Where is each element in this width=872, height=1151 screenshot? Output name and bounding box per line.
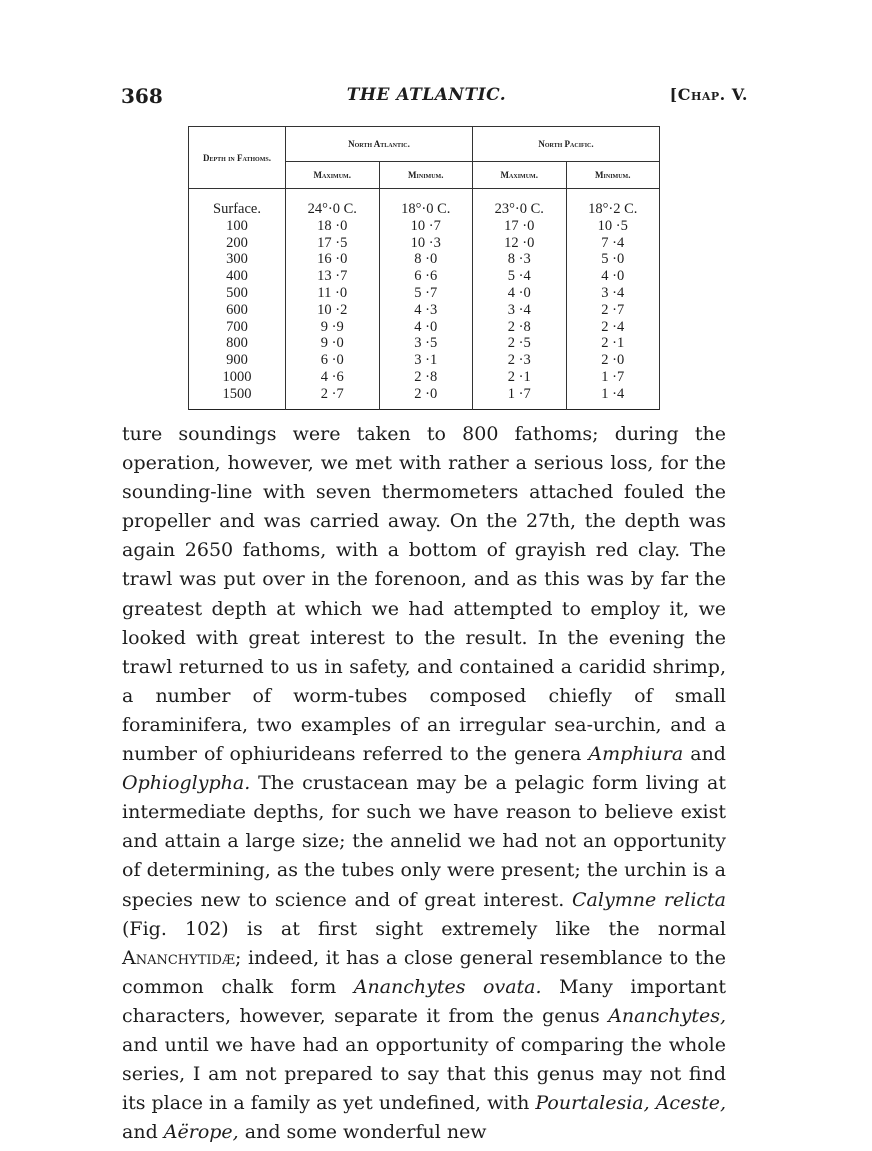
table-row bbox=[189, 268, 660, 285]
na-maximum-cell: 18 ·0 bbox=[286, 218, 380, 235]
np-maximum-cell: 8 ·3 bbox=[473, 251, 567, 268]
running-title: THE ATLANTIC. bbox=[346, 85, 507, 105]
table-row bbox=[189, 386, 660, 409]
depth-column-header: Depth in Fathoms. bbox=[189, 127, 286, 189]
na-maximum-cell: 6 ·0 bbox=[286, 352, 380, 369]
table-row bbox=[189, 302, 660, 319]
text-segment: and until we have had an opportunity of comparing the whole series, I am not prepared to say that this genus may not find its place in a family as yet undefined, with bbox=[122, 1033, 726, 1115]
np-minimum-cell: 2 ·7 bbox=[566, 302, 660, 319]
depth-cell: 200 bbox=[189, 235, 286, 252]
text-segment: (Fig. 102) is at first sight extremely like the normal bbox=[122, 917, 726, 940]
temperature-table bbox=[188, 126, 660, 410]
na-minimum-cell: 2 ·0 bbox=[379, 386, 473, 409]
depth-cell: 600 bbox=[189, 302, 286, 319]
np-minimum-cell: 7 ·4 bbox=[566, 235, 660, 252]
np-maximum-cell: 2 ·5 bbox=[473, 335, 567, 352]
np-maximum-header: Maximum. bbox=[473, 162, 567, 189]
np-minimum-cell: 2 ·1 bbox=[566, 335, 660, 352]
genus-name: Aërope, bbox=[163, 1121, 239, 1144]
np-minimum-cell: 1 ·4 bbox=[566, 386, 660, 409]
na-minimum-cell: 6 ·6 bbox=[379, 268, 473, 285]
depth-cell: Surface. bbox=[189, 189, 286, 218]
text-segment: and bbox=[122, 1121, 164, 1144]
family-name: Ananchytidæ bbox=[122, 946, 235, 969]
species-name: Ananchytes ovata. bbox=[353, 975, 542, 998]
table-row bbox=[189, 235, 660, 252]
na-maximum-cell: 16 ·0 bbox=[286, 251, 380, 268]
np-minimum-cell: 2 ·4 bbox=[566, 319, 660, 336]
genus-name: Amphiura bbox=[588, 743, 684, 766]
np-maximum-cell: 5 ·4 bbox=[473, 268, 567, 285]
np-minimum-cell: 5 ·0 bbox=[566, 251, 660, 268]
np-minimum-cell: 18°·2 C. bbox=[566, 189, 660, 218]
na-minimum-header: Minimum. bbox=[379, 162, 473, 189]
np-maximum-cell: 3 ·4 bbox=[473, 302, 567, 319]
genus-name: Pourtalesia, Aceste, bbox=[535, 1092, 726, 1115]
na-maximum-cell: 4 ·6 bbox=[286, 369, 380, 386]
table-row bbox=[189, 369, 660, 386]
np-maximum-cell: 2 ·3 bbox=[473, 352, 567, 369]
north-atlantic-header: North Atlantic. bbox=[286, 127, 473, 162]
depth-cell: 500 bbox=[189, 285, 286, 302]
running-header bbox=[121, 84, 748, 114]
table-row bbox=[189, 319, 660, 336]
genus-name: Ananchytes, bbox=[608, 1004, 726, 1027]
table-row bbox=[189, 189, 660, 218]
na-maximum-cell: 24°·0 C. bbox=[286, 189, 380, 218]
na-maximum-cell: 10 ·2 bbox=[286, 302, 380, 319]
np-maximum-cell: 23°·0 C. bbox=[473, 189, 567, 218]
np-minimum-cell: 1 ·7 bbox=[566, 369, 660, 386]
text-segment: and bbox=[683, 743, 726, 766]
na-maximum-header: Maximum. bbox=[286, 162, 380, 189]
table-row bbox=[189, 251, 660, 268]
na-minimum-cell: 5 ·7 bbox=[379, 285, 473, 302]
np-maximum-cell: 2 ·8 bbox=[473, 319, 567, 336]
table-row bbox=[189, 352, 660, 369]
np-maximum-cell: 12 ·0 bbox=[473, 235, 567, 252]
text-segment: and some wonderful new bbox=[238, 1121, 487, 1144]
np-maximum-cell: 2 ·1 bbox=[473, 369, 567, 386]
depth-cell: 400 bbox=[189, 268, 286, 285]
page-number: 368 bbox=[121, 84, 163, 108]
text-segment: The crustacean may be a pelagic form living at intermediate depths, for such we have reason to believe exist and attain a large size; the annelid we had not an opportunity of determining, as the tubes only were present; the urchin is a species new to science and of great interest. bbox=[122, 772, 726, 911]
species-name: Calymne relicta bbox=[572, 888, 727, 911]
na-maximum-cell: 11 ·0 bbox=[286, 285, 380, 302]
np-minimum-cell: 4 ·0 bbox=[566, 268, 660, 285]
na-minimum-cell: 10 ·7 bbox=[379, 218, 473, 235]
na-maximum-cell: 17 ·5 bbox=[286, 235, 380, 252]
depth-cell: 100 bbox=[189, 218, 286, 235]
north-pacific-header: North Pacific. bbox=[473, 127, 660, 162]
table-row bbox=[189, 335, 660, 352]
depth-cell: 900 bbox=[189, 352, 286, 369]
chapter-bracket: [ bbox=[669, 85, 678, 104]
na-maximum-cell: 2 ·7 bbox=[286, 386, 380, 409]
na-minimum-cell: 18°·0 C. bbox=[379, 189, 473, 218]
np-maximum-cell: 1 ·7 bbox=[473, 386, 567, 409]
depth-cell: 1500 bbox=[189, 386, 286, 409]
np-maximum-cell: 4 ·0 bbox=[473, 285, 567, 302]
table-row bbox=[189, 218, 660, 235]
na-minimum-cell: 4 ·0 bbox=[379, 319, 473, 336]
body-text bbox=[122, 420, 726, 1147]
genus-name: Ophioglypha. bbox=[122, 772, 251, 795]
chapter-label: Chap. V. bbox=[677, 85, 748, 104]
depth-cell: 1000 bbox=[189, 369, 286, 386]
depth-cell: 700 bbox=[189, 319, 286, 336]
np-minimum-cell: 3 ·4 bbox=[566, 285, 660, 302]
na-minimum-cell: 3 ·1 bbox=[379, 352, 473, 369]
na-maximum-cell: 9 ·0 bbox=[286, 335, 380, 352]
na-maximum-cell: 13 ·7 bbox=[286, 268, 380, 285]
table-row bbox=[189, 285, 660, 302]
depth-cell: 300 bbox=[189, 251, 286, 268]
depth-cell: 800 bbox=[189, 335, 286, 352]
na-minimum-cell: 2 ·8 bbox=[379, 369, 473, 386]
np-minimum-cell: 2 ·0 bbox=[566, 352, 660, 369]
na-minimum-cell: 10 ·3 bbox=[379, 235, 473, 252]
na-minimum-cell: 4 ·3 bbox=[379, 302, 473, 319]
np-minimum-header: Minimum. bbox=[566, 162, 660, 189]
np-maximum-cell: 17 ·0 bbox=[473, 218, 567, 235]
na-minimum-cell: 8 ·0 bbox=[379, 251, 473, 268]
chapter-reference bbox=[670, 85, 748, 104]
text-segment: ; indeed, it has a close general resemblance to the common chalk form bbox=[122, 946, 726, 998]
na-maximum-cell: 9 ·9 bbox=[286, 319, 380, 336]
text-segment: ture soundings were taken to 800 fathoms; during the operation, however, we met with rather a serious loss, for the sounding-line with seven thermometers attached fouled the propeller and was carried away. On the 27th, the depth was again 2650 fathoms, with a bottom of grayish red clay. The trawl was put over in the forenoon, and as this was by far the greatest depth at which we had attempted to employ it, we looked with great interest to the result. In the evening the trawl returned to us in safety, and contained a caridid shrimp, a number of worm-tubes composed chiefly of small foraminifera, two examples of an irregular sea-urchin, and a number of ophiurideans referred to the genera bbox=[122, 423, 726, 766]
body-paragraph bbox=[122, 420, 726, 1147]
table-body bbox=[189, 189, 660, 410]
na-minimum-cell: 3 ·5 bbox=[379, 335, 473, 352]
text-segment: Many important characters, however, separate it from the genus bbox=[122, 975, 726, 1027]
np-minimum-cell: 10 ·5 bbox=[566, 218, 660, 235]
